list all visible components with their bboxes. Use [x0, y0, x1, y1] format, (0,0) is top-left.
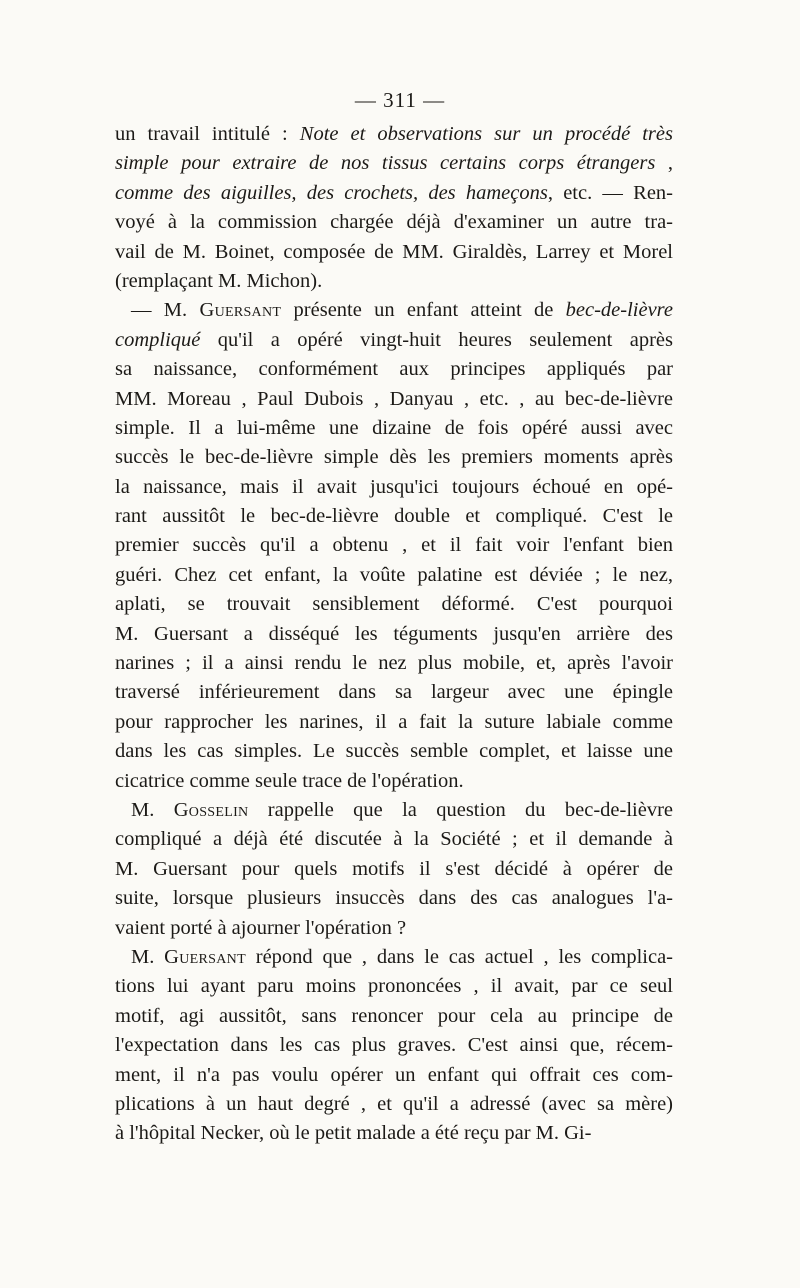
text-run: dans les cas simples. Le succès semble complet, et laisse une — [115, 740, 673, 763]
text-run: Guersant — [164, 945, 246, 968]
text-run: tions lui ayant paru moins prononcées , il avait, par ce seul — [115, 975, 673, 998]
text-run: compliqué — [115, 328, 201, 351]
text-run: comme des aiguilles, des crochets, des hameçons — [115, 181, 548, 204]
text-line — [115, 1002, 673, 1031]
text-run: M. — [131, 945, 165, 968]
paragraph — [115, 943, 673, 1149]
text-run: pour rapprocher les narines, il a fait la suture labiale comme — [115, 710, 673, 733]
text-line — [115, 1119, 673, 1148]
text-run: Guersant — [199, 299, 282, 322]
text-run: motif, agi aussitôt, sans renoncer pour cela au principe de — [115, 1004, 673, 1027]
text-run: MM. Moreau , Paul Dubois , Danyau , etc. , au bec-de-lièvre — [115, 387, 673, 410]
text-run: compliqué a déjà été discutée à la Société ; et il demande à — [115, 828, 673, 851]
text-line — [115, 1090, 673, 1119]
text-run: M. Guersant pour quels motifs il s'est décidé à opérer de — [115, 857, 673, 880]
text-run: succès le bec-de-lièvre simple dès les premiers moments après — [115, 446, 673, 469]
text-line — [115, 884, 673, 913]
text-run: l'expectation dans les cas plus graves. C'est ainsi que, récem- — [115, 1034, 673, 1057]
text-run: traversé inférieurement dans sa largeur avec une épingle — [115, 681, 673, 704]
text-run: bec-de-lièvre — [565, 299, 673, 322]
text-run: voyé à la commission chargée déjà d'examiner un autre tra- — [115, 211, 673, 234]
text-line — [115, 767, 673, 796]
text-line — [115, 208, 673, 237]
paragraph — [115, 296, 673, 796]
text-run: narines ; il a ainsi rendu le nez plus mobile, et, après l'avoir — [115, 652, 673, 675]
text-run: sa naissance, conformément aux principes appliqués par — [115, 358, 673, 381]
text-line — [115, 943, 673, 972]
text-run: , etc. — Ren- — [547, 181, 673, 204]
text-line — [115, 355, 673, 384]
text-line — [115, 149, 673, 178]
text-line — [115, 914, 673, 943]
text-run: qu'il a opéré vingt-huit heures seulement après — [200, 328, 673, 351]
paragraph — [115, 120, 673, 296]
text-line — [115, 531, 673, 560]
text-line — [115, 708, 673, 737]
page-number: — 311 — — [354, 88, 446, 112]
text-line — [115, 1061, 673, 1090]
text-run: premier succès qu'il a obtenu , et il fait voir l'enfant bien — [115, 534, 673, 557]
text-run: simple. Il a lui-même une dizaine de fois opéré aussi avec — [115, 416, 673, 439]
text-line — [115, 473, 673, 502]
text-run: rappelle que la question du bec-de-lièvre — [248, 798, 673, 821]
text-run: un travail intitulé : — [115, 123, 300, 145]
text-line — [115, 737, 673, 766]
text-line — [115, 414, 673, 443]
text-line — [115, 502, 673, 531]
text-line — [115, 678, 673, 707]
text-run: aplati, se trouvait sensiblement déformé. C'est pourquoi — [115, 593, 673, 616]
text-line — [115, 385, 673, 414]
text-line — [115, 796, 673, 825]
text-line — [115, 855, 673, 884]
text-run: répond que , dans le cas actuel , les complica- — [245, 945, 673, 968]
text-run: Gosselin — [173, 798, 249, 821]
text-line — [115, 179, 673, 208]
text-run: plications à un haut degré , et qu'il a adressé (avec sa mère) — [115, 1092, 673, 1115]
text-line — [115, 1031, 673, 1060]
text-run: M. — [131, 798, 174, 821]
text-run: Note et observations sur un procédé très — [299, 123, 673, 145]
text-line — [115, 267, 673, 296]
text-line — [115, 620, 673, 649]
text-run: M. Guersant a disséqué les téguments jusqu'en arrière des — [115, 622, 673, 645]
text-line — [115, 443, 673, 472]
text-run: à l'hôpital Necker, où le petit malade a été reçu par M. Gi- — [115, 1122, 592, 1145]
text-run: vail de M. Boinet, composée de MM. Giraldès, Larrey et Morel — [115, 240, 673, 263]
text-line — [115, 326, 673, 355]
text-line — [115, 590, 673, 619]
text-line — [115, 649, 673, 678]
body-text — [115, 120, 673, 1149]
text-run: vaient porté à ajourner l'opération ? — [115, 916, 407, 939]
text-run: suite, lorsque plusieurs insuccès dans des cas analogues l'a- — [115, 887, 673, 910]
text-line — [115, 238, 673, 267]
text-run: ment, il n'a pas voulu opérer un enfant qui offrait ces com- — [115, 1063, 673, 1086]
text-run: , — [655, 152, 673, 175]
text-run: présente un enfant atteint de — [281, 299, 566, 322]
text-line — [115, 296, 673, 325]
text-run: — M. — [131, 299, 200, 322]
text-line — [115, 561, 673, 590]
text-run: guéri. Chez cet enfant, la voûte palatine est déviée ; le nez, — [115, 563, 673, 586]
text-run: rant aussitôt le bec-de-lièvre double et compliqué. C'est le — [115, 505, 673, 528]
text-run: (remplaçant M. Michon). — [115, 269, 323, 292]
paragraph — [115, 796, 673, 943]
text-run: simple pour extraire de nos tissus certains corps étrangers — [115, 152, 656, 175]
text-line — [115, 825, 673, 854]
text-run: la naissance, mais il avait jusqu'ici toujours échoué en opé- — [115, 475, 673, 498]
text-run: cicatrice comme seule trace de l'opération. — [115, 769, 464, 792]
text-line — [115, 120, 673, 149]
text-line — [115, 972, 673, 1001]
